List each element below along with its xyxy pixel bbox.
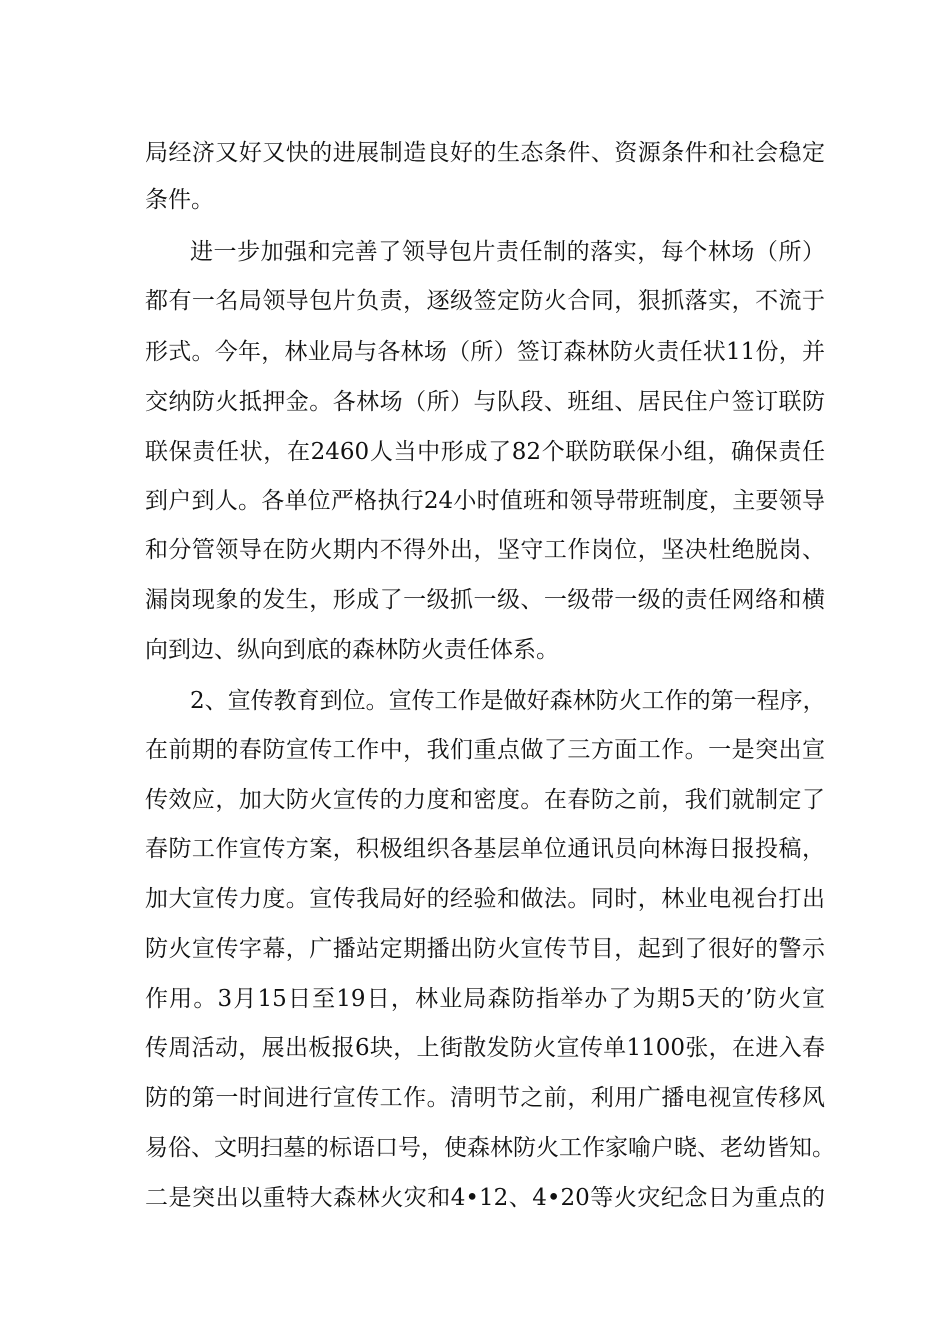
text-line: 漏岗现象的发生，形成了一级抓一级、一级带一级的责任网络和横 — [145, 587, 825, 613]
paragraph-start-line: 2、宣传教育到位。宣传工作是做好森林防火工作的第一程序， — [190, 688, 826, 714]
text-line: 易俗、文明扫墓的标语口号，使森林防火工作家喻户晓、老幼皆知。 — [145, 1135, 835, 1161]
text-line: 传周活动，展出板报6块，上街散发防火宣传单1100张，在进入春 — [145, 1035, 825, 1061]
text-line: 传效应，加大防火宣传的力度和密度。在春防之前，我们就制定了 — [145, 787, 825, 813]
text-line: 交纳防火抵押金。各林场（所）与队段、班组、居民住户签订联防 — [145, 389, 825, 415]
paragraph-start-line: 进一步加强和完善了领导包片责任制的落实，每个林场（所） — [190, 239, 825, 265]
text-line: 春防工作宣传方案，积极组织各基层单位通讯员向林海日报投稿， — [145, 836, 825, 862]
text-line: 防的第一时间进行宣传工作。清明节之前，利用广播电视宣传移风 — [145, 1085, 825, 1111]
text-line: 局经济又好又快的进展制造良好的生态条件、资源条件和社会稳定 — [145, 140, 825, 166]
text-line: 向到边、纵向到底的森林防火责任体系。 — [145, 637, 559, 663]
text-line: 加大宣传力度。宣传我局好的经验和做法。同时，林业电视台打出 — [145, 886, 825, 912]
text-line: 条件。 — [145, 187, 214, 213]
text-line: 二是突出以重特大森林火灾和4•12、4•20等火灾纪念日为重点的 — [145, 1185, 825, 1211]
text-line: 形式。今年，林业局与各林场（所）签订森林防火责任状11份，并 — [145, 339, 825, 365]
text-line: 都有一名局领导包片负责，逐级签定防火合同，狠抓落实，不流于 — [145, 288, 825, 314]
text-line: 作用。3月15日至19日，林业局森防指举办了为期5天的’防火宣 — [145, 986, 825, 1012]
text-line: 联保责任状，在2460人当中形成了82个联防联保小组，确保责任 — [145, 439, 825, 465]
text-line: 和分管领导在防火期内不得外出，坚守工作岗位，坚决杜绝脱岗、 — [145, 537, 825, 563]
text-line: 到户到人。各单位严格执行24小时值班和领导带班制度，主要领导 — [145, 488, 825, 514]
text-line: 在前期的春防宣传工作中，我们重点做了三方面工作。一是突出宣 — [145, 737, 825, 763]
text-line: 防火宣传字幕，广播站定期播出防火宣传节目，起到了很好的警示 — [145, 936, 825, 962]
